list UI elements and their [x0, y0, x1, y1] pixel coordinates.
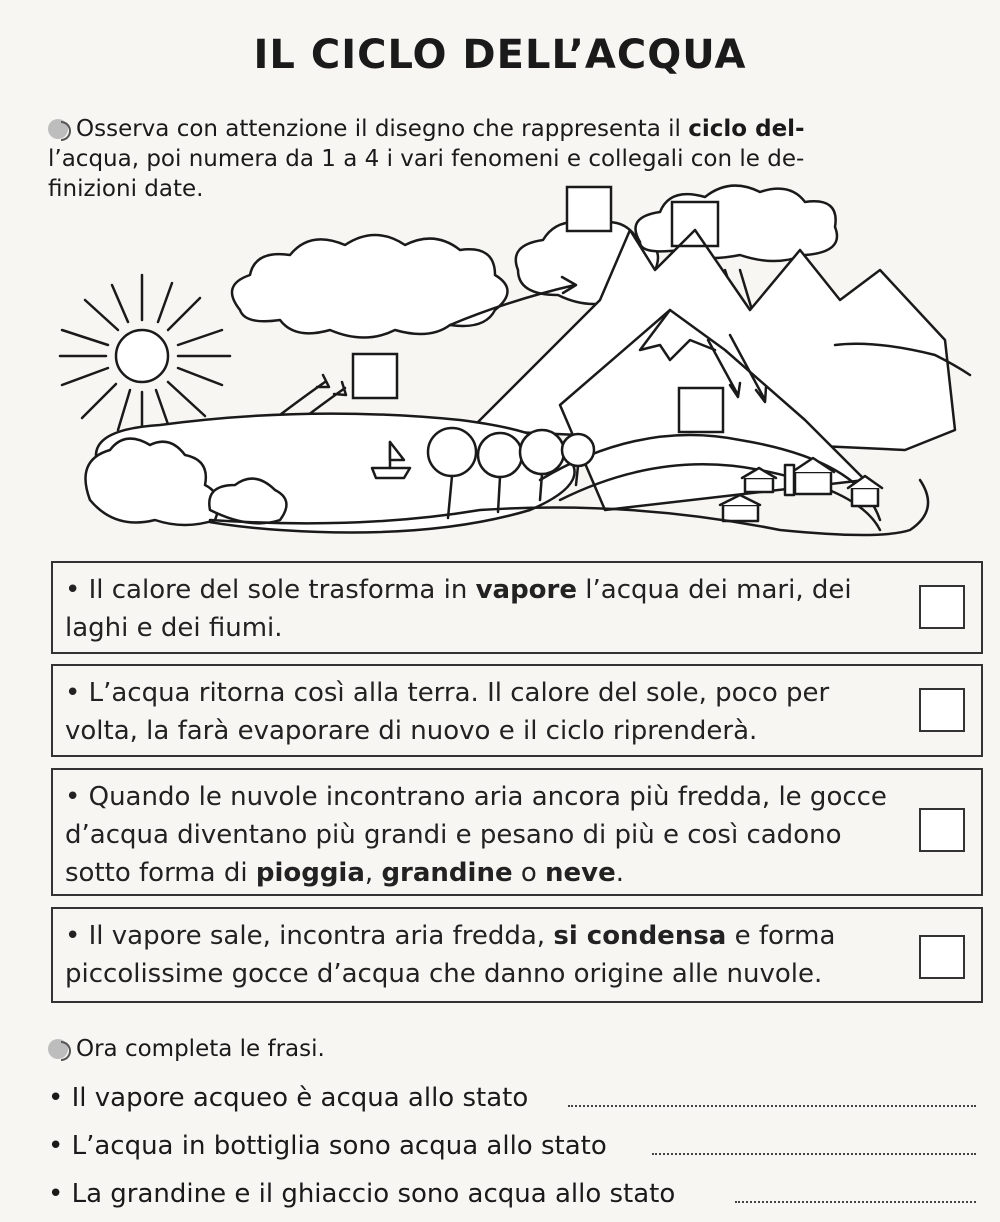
number-box[interactable]	[919, 688, 965, 732]
bullet-icon	[48, 119, 68, 139]
definition-box-4: • Il vapore sale, incontra aria fredda, si condensa e forma piccolissime gocce d’acqua che danno origine alle nuvole.	[51, 907, 983, 1003]
answer-line-3[interactable]	[735, 1201, 976, 1203]
bullet-icon	[48, 1039, 68, 1059]
illustration-box-3[interactable]	[353, 354, 397, 398]
number-box[interactable]	[919, 935, 965, 979]
completion-sentence-1: • Il vapore acqueo è acqua allo stato	[48, 1083, 529, 1113]
completion-sentence-3: • La grandine e il ghiaccio sono acqua allo stato	[48, 1179, 676, 1209]
illustration-box-4[interactable]	[679, 388, 723, 432]
definition-box-1: • Il calore del sole trasforma in vapore l’acqua dei mari, dei laghi e dei fiumi.	[51, 561, 983, 654]
cloud-right	[636, 186, 838, 261]
number-box[interactable]	[919, 808, 965, 852]
water-cycle-illustration	[40, 180, 985, 545]
definition-box-3: • Quando le nuvole incontrano aria ancora più fredda, le gocce d’acqua diventano più grandi e pesano di più e così cadono sotto forma di pioggia, grandine o neve.	[51, 768, 983, 896]
page-title: IL CICLO DELL’ACQUA	[253, 32, 747, 78]
number-box[interactable]	[919, 585, 965, 629]
illustration-box-1[interactable]	[567, 187, 611, 231]
answer-line-2[interactable]	[652, 1153, 976, 1155]
instruction-text: Osserva con attenzione il disegno che rappresenta il ciclo del- l’acqua, poi numera da 1 a 4 i vari fenomeni e collegali con le de- finizioni date.	[48, 116, 805, 202]
answer-line-1[interactable]	[568, 1105, 976, 1107]
cloud-left	[232, 235, 508, 338]
definition-box-2: • L’acqua ritorna così alla terra. Il calore del sole, poco per volta, la farà evaporare di nuovo e il ciclo riprenderà.	[51, 664, 983, 757]
completion-instruction: Ora completa le frasi.	[48, 1036, 325, 1062]
sun-icon	[60, 275, 230, 440]
completion-sentence-2: • L’acqua in bottiglia sono acqua allo stato	[48, 1131, 607, 1161]
